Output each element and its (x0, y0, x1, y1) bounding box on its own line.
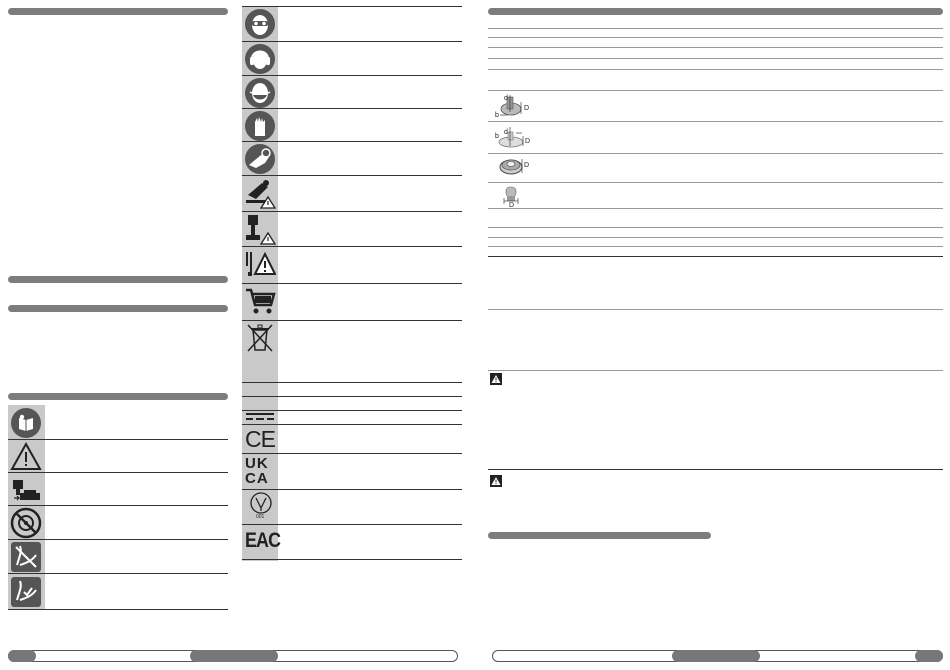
divider (242, 175, 462, 176)
table-rule (488, 208, 943, 209)
ukca-mark-top: UK (245, 455, 269, 472)
footer-left-tab (8, 650, 36, 662)
table-rule (488, 37, 943, 38)
section-bar (8, 393, 228, 400)
eye-protection-icon (244, 8, 276, 40)
warning-icon (490, 475, 502, 487)
grinding-wheel-diagram (494, 92, 532, 120)
flat-disc-diagram (494, 124, 532, 152)
divider (242, 246, 462, 247)
table-rule (488, 237, 943, 238)
divider (242, 75, 462, 76)
table-rule (488, 69, 943, 70)
divider (242, 211, 462, 212)
table-rule (488, 309, 943, 310)
disc-label-D: D (509, 202, 515, 208)
read-manual-icon (10, 407, 42, 439)
dust-mask-icon (244, 77, 276, 109)
divider (242, 41, 462, 42)
warning-icon (490, 373, 502, 385)
divider (242, 524, 462, 525)
no-vibration-grip-icon (10, 541, 42, 573)
vibration-grip-icon (10, 576, 42, 608)
divider (8, 439, 228, 440)
ear-protection-icon (244, 43, 276, 75)
divider (8, 573, 228, 574)
disc-label-b: b (495, 112, 499, 119)
accessory-cart-icon (244, 285, 276, 317)
footer-left-center (190, 650, 278, 662)
eac-mark-icon: EAC (245, 529, 281, 552)
table-rule (488, 28, 943, 29)
table-rule (488, 47, 943, 48)
disc-label-D: D (524, 105, 530, 112)
ce-mark-icon: CE (245, 426, 275, 452)
section-bar (8, 276, 228, 283)
disc-label-b: b (495, 133, 499, 140)
table-rule (488, 182, 943, 183)
ukca-mark-icon (245, 456, 269, 486)
table-rule (488, 58, 943, 59)
table-rule (488, 227, 943, 228)
section-bar (8, 8, 228, 15)
no-hand-contact-icon (244, 143, 276, 175)
ukraine-code: 001 (256, 514, 265, 520)
divider (242, 320, 462, 321)
table-rule (488, 90, 943, 91)
table-rule (488, 153, 943, 154)
disconnect-battery-icon (10, 474, 42, 506)
wire-brush-diagram (494, 155, 532, 181)
section-bar (488, 532, 711, 539)
pressure-warning-icon (244, 248, 276, 280)
disc-label-d: d (504, 95, 508, 102)
divider (242, 410, 462, 411)
table-rule (488, 256, 943, 257)
section-bar (488, 8, 943, 15)
footer-right-tab (915, 650, 943, 662)
footer-right-center (672, 650, 760, 662)
divider (242, 424, 462, 425)
divider (8, 539, 228, 540)
disc-label-d: d (504, 129, 508, 136)
divider (242, 283, 462, 284)
direct-current-icon (244, 412, 276, 422)
divider (242, 453, 462, 454)
table-rule (488, 370, 943, 371)
weee-bin-icon (244, 322, 276, 354)
table-rule (488, 469, 943, 470)
disc-label-D: D (524, 162, 530, 169)
warning-triangle-icon (10, 441, 42, 473)
divider (242, 396, 462, 397)
divider (8, 609, 228, 610)
table-rule (488, 121, 943, 122)
battery-warning-icon (244, 213, 276, 245)
no-cutting-disc-icon (10, 507, 42, 539)
ukca-mark-bottom: CA (245, 470, 269, 487)
gloves-icon (244, 110, 276, 142)
divider (242, 6, 462, 7)
cup-brush-diagram (494, 184, 532, 208)
divider (242, 382, 462, 383)
disc-label-D: D (525, 138, 531, 145)
divider (242, 559, 462, 560)
cutting-warning-icon (244, 177, 276, 209)
section-bar (8, 305, 228, 312)
table-rule (488, 246, 943, 247)
